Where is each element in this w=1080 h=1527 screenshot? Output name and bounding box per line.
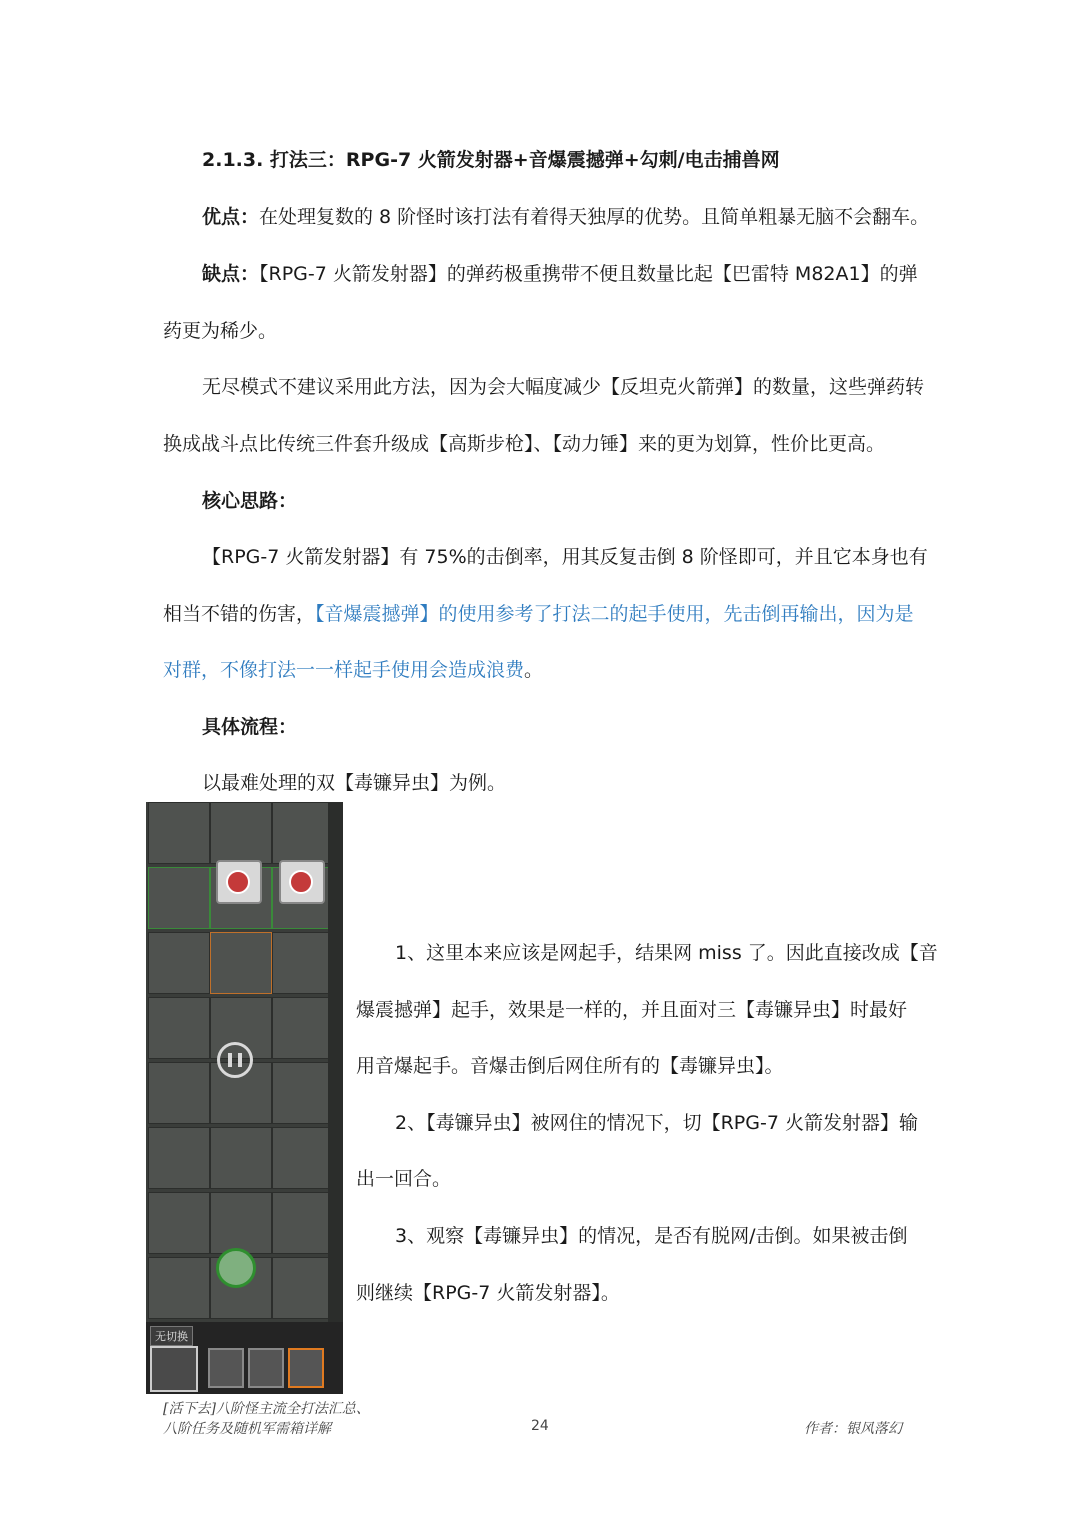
- pros-paragraph: [202, 205, 929, 229]
- step2-line1: 2、【毒镰异虫】被网住的情况下，切【RPG-7 火箭发射器】输: [395, 1112, 918, 1134]
- weapon-bar: [146, 1322, 343, 1394]
- section-heading: 2.1.3. 打法三：RPG-7 火箭发射器+音爆震撼弹+勾刺/电击捕兽网: [202, 149, 780, 171]
- core-line3: [163, 658, 543, 682]
- step3-line2: 则继续【RPG-7 火箭发射器】。: [356, 1282, 620, 1304]
- item-slot-barb[interactable]: [248, 1348, 284, 1388]
- endless-line2: 换成战斗点比传统三件套升级成【高斯步枪】、【动力锤】来的更为划算，性价比更高。: [163, 433, 886, 455]
- game-screenshot: [146, 802, 343, 1394]
- step2-line2: 出一回合。: [356, 1168, 452, 1190]
- footer-doc-title-line2: 八阶任务及随机军需箱详解: [163, 1421, 331, 1437]
- endless-line1: 无尽模式不建议采用此方法，因为会大幅度减少【反坦克火箭弹】的数量，这些弹药转: [202, 376, 925, 398]
- cons-text-line2: 药更为稀少。: [163, 320, 278, 342]
- cons-paragraph: [202, 262, 918, 286]
- core-line2-highlight: 【音爆震撼弹】的使用参考了打法二的起手使用，先击倒再输出，因为是: [315, 603, 914, 625]
- footer-author: 作者：银风落幻: [804, 1421, 902, 1437]
- item-slot-net[interactable]: [208, 1348, 244, 1388]
- process-intro: 以最难处理的双【毒镰异虫】为例。: [202, 772, 507, 794]
- core-label: 核心思路：: [202, 490, 298, 512]
- step1-line1: 1、这里本来应该是网起手，结果网 miss 了。因此直接改成【音: [395, 942, 938, 964]
- weapon-slot-rpg[interactable]: [150, 1346, 198, 1392]
- pros-label: 优点：: [202, 206, 260, 228]
- core-line1: 【RPG-7 火箭发射器】有 75%的击倒率，用其反复击倒 8 阶怪即可，并且它本身也有: [202, 546, 928, 568]
- core-line2-plain: 相当不错的伤害，: [163, 603, 316, 625]
- side-info-bar: [328, 802, 343, 1322]
- process-label: 具体流程：: [202, 716, 298, 738]
- core-line2: [163, 602, 914, 626]
- enemy-unit[interactable]: [216, 860, 262, 904]
- no-switch-badge: 无切换: [150, 1326, 193, 1346]
- enemy-unit[interactable]: [279, 860, 325, 904]
- footer-doc-title-line1: [活下去]八阶怪主流全打法汇总、: [163, 1401, 370, 1417]
- item-slot-grenade[interactable]: [288, 1348, 324, 1388]
- step1-line3: 用音爆起手。音爆击倒后网住所有的【毒镰异虫】。: [356, 1055, 784, 1077]
- step3-line1: 3、观察【毒镰异虫】的情况，是否有脱网/击倒。如果被击倒: [395, 1225, 908, 1247]
- cons-text-line1: 【RPG-7 火箭发射器】的弹药极重携带不便且数量比起【巴雷特 M82A1】的弹: [259, 263, 918, 285]
- page-number: 24: [531, 1418, 549, 1434]
- player-avatar[interactable]: [216, 1248, 256, 1288]
- pros-text: 在处理复数的 8 阶怪时该打法有着得天独厚的优势。且简单粗暴无脑不会翻车。: [259, 206, 930, 228]
- cons-label: 缺点：: [202, 263, 260, 285]
- step1-line2: 爆震撼弹】起手，效果是一样的，并且面对三【毒镰异虫】时最好: [356, 999, 908, 1021]
- pause-icon[interactable]: [217, 1042, 253, 1078]
- core-line3-highlight: 对群，不像打法一一样起手使用会造成浪费: [163, 659, 525, 681]
- core-line3-end: 。: [524, 659, 544, 681]
